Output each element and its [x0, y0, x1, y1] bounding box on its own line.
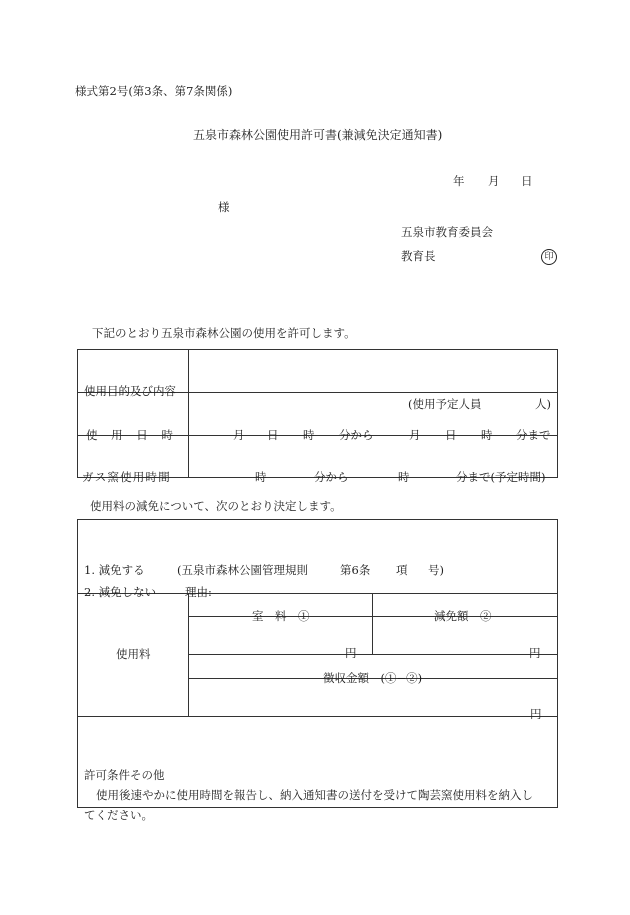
date-year: 年: [453, 174, 465, 188]
datetime-hour2: 時: [481, 428, 493, 442]
date-day: 日: [521, 174, 533, 188]
option-no-reduce: 2. 減免しない: [84, 584, 157, 599]
option-reduce-number: 号): [428, 562, 444, 577]
datetime-cell: [189, 393, 558, 442]
intro-reduction: 使用料の減免について、次のとおり決定します。: [90, 499, 342, 513]
datetime-hour1: 時: [303, 428, 315, 442]
fee-table: [77, 519, 558, 822]
intro-permission: 下記のとおり五泉市森林公園の使用を許可します。: [92, 326, 356, 340]
people-label: (使用予定人員: [408, 397, 482, 411]
fee-label: 使用料: [116, 647, 151, 661]
datetime-label-cell: [78, 393, 189, 442]
usage-table: [77, 349, 558, 484]
room-fee-yen: 円: [345, 645, 357, 660]
datetime-label: 使 用 日 時: [86, 428, 178, 442]
purpose-cell: [189, 350, 558, 411]
datetime-month1: 月: [233, 428, 245, 442]
issuer-title: 教育長: [401, 249, 436, 263]
purpose-label: 使用目的及び内容: [84, 384, 176, 398]
conditions-label: 許可条件その他: [84, 768, 165, 782]
form-number: 様式第2号(第3条、第7条関係): [75, 84, 233, 98]
datetime-month2: 月: [409, 428, 421, 442]
date-month: 月: [488, 174, 500, 188]
collection-yen: 円: [530, 707, 542, 722]
conditions-line1: 使用後速やかに使用時間を報告し、納入通知書の送付を受けて陶芸窯使用料を納入し: [96, 788, 533, 802]
datetime-day1: 日: [267, 428, 279, 442]
issuer-org: 五泉市教育委員会: [401, 225, 493, 239]
document-title: 五泉市森林公園使用許可書(兼減免決定通知書): [193, 128, 443, 142]
kiln-hour1: 時: [255, 469, 267, 484]
room-fee-header: 室 料 ①: [252, 609, 310, 624]
addressee-suffix: 様: [218, 200, 230, 214]
people-unit: 人): [535, 397, 551, 411]
option-reduce: 1. 減免する: [84, 562, 145, 577]
option-reduce-rule: (五泉市森林公園管理規則: [177, 562, 308, 577]
datetime-from: 分から: [339, 428, 374, 442]
reduction-yen: 円: [529, 645, 541, 660]
option-reduce-item: 項: [396, 562, 408, 577]
seal-icon: 印: [541, 249, 557, 265]
purpose-label-cell: [78, 350, 189, 398]
option-reduce-article: 第6条: [340, 562, 371, 577]
conditions-line2: てください。: [84, 808, 153, 822]
kiln-from: 分から: [314, 469, 349, 484]
collection-header: 徴収金額 (①−②): [323, 670, 423, 685]
collection-header-cell: [189, 655, 558, 685]
reduction-header-cell: [373, 594, 558, 624]
kiln-label: ガス窯使用時間: [82, 469, 171, 484]
kiln-to: 分まで(予定時間): [456, 469, 546, 484]
conditions-cell: [78, 717, 558, 822]
reduction-options-cell: [78, 520, 558, 599]
room-fee-header-cell: [189, 594, 373, 624]
datetime-day2: 日: [445, 428, 457, 442]
kiln-hour2: 時: [398, 469, 410, 484]
datetime-to: 分まで: [516, 428, 551, 442]
reduction-header: 減免額 ②: [434, 609, 492, 624]
option-no-reduce-reason: 理由:: [185, 584, 212, 599]
fee-label-cell: [78, 594, 189, 717]
